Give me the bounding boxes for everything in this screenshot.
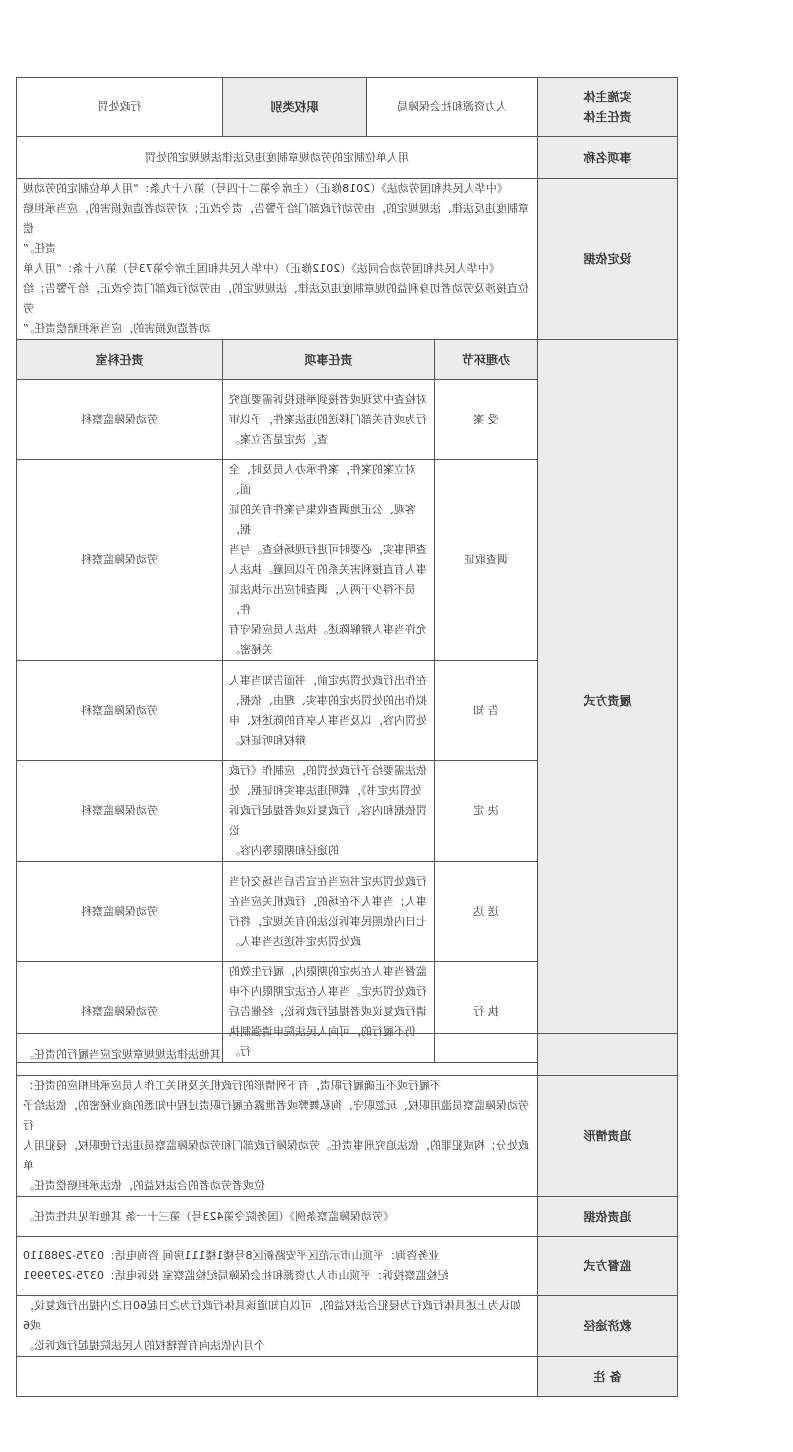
accountability-basis-value: 《劳动保障监察条例》（国务院令第423号）第三十一条 其他详见共性责任。	[17, 1197, 538, 1237]
supervision-value: 业务咨询：平顶山市示范区平安路新区8号楼1楼111房间 咨询电话：0375-2988110 纪检监察投诉：平顶山市人力资源和社会保障局纪检监察室 投诉电话：0375-2979991	[17, 1237, 538, 1296]
duty-dept: 劳动保障监察科	[17, 962, 223, 1063]
implementing-subject-label: 实施主体 责任主体	[538, 78, 678, 137]
accountability-value: 不履行或不正确履行职责，有下列情形的行政机关及相关工作人员应承担相应的责任： 劳动保障监察员滥用职权、玩忽职守、徇私舞弊或者泄露在履行职责过程中知悉的商业秘密的，依法给予行 政处分；构成犯罪的，依法追究刑事责任。劳动保障行政部门和劳动保障监察员违法行使职权，侵犯用人单 位或者劳动者的合法权益的，依法承担赔偿责任。	[17, 1076, 538, 1197]
duty-matter: 在作出行政处罚决定前，书面告知当事人 拟作出的处罚决定的事实、理由、依据、 处罚内容，以及当事人享有的陈述权、申 辩权和听证权。	[223, 661, 435, 761]
subject-row	[17, 78, 678, 137]
accountability-basis-row	[17, 1197, 678, 1237]
header-dept: 责任科室	[17, 340, 223, 380]
duty-dept: 劳动保障监察科	[17, 460, 223, 661]
remedy-label: 救济途径	[538, 1296, 678, 1357]
remarks-label: 备 注	[538, 1357, 678, 1397]
supervision-label: 监督方式	[538, 1237, 678, 1296]
remarks-row	[17, 1357, 678, 1397]
item-name-label: 事项名称	[538, 137, 678, 179]
duty-matter: 对检查中发现或者接到举报投诉需要追究 行为或有关部门移送的违法案件，予以审 查，决定是否立案。	[223, 380, 435, 460]
duty-dept: 劳动保障监察科	[17, 862, 223, 962]
remedy-row	[17, 1296, 678, 1357]
duty-matter: 对立案的案件，案件承办人员及时、全面、 客观、公正地调查收集与案件有关的证据， 查明事实，必要时可进行现场检查。与当 事人有直接利害关系的予以回避。执法人 员不得少于两人，调查时应出示执法证件， 允许当事人辩解陈述。执法人员应保守有 关秘密。	[223, 460, 435, 661]
responsibility-table-2	[16, 1033, 678, 1397]
header-step: 办理环节	[435, 340, 538, 380]
duty-step: 执 行	[435, 962, 538, 1063]
legal-basis-value: 《中华人民共和国劳动法》（2018修正）（主席令第二十四号）第八十九条：“用人单位制定的劳动规 章制度违反法律、法规规定的，由劳动行政部门给予警告，责令改正；对劳动者造成损害的，应当承担赔偿 责任。” 《中华人民共和国劳动合同法》（2012修正）（中华人民共和国主席令第73号）第八十条：“用人单 位直接涉及劳动者切身利益的规章制度违反法律、法规规定的，由劳动行政部门责令改正，给予警告；给劳 动者造成损害的，应当承担赔偿责任。”	[17, 179, 538, 340]
accountability-label: 追责情形	[538, 1076, 678, 1197]
remedy-value: 如认为上述具体行政行为侵犯合法权益的，可以自知道该具体行政行为之日起60日之内提出行政复议，或6 个月内依法向有管辖权的人民法院提起行政诉讼。	[17, 1296, 538, 1357]
legal-basis-label: 设定依据	[538, 179, 678, 340]
duty-matter: 行政处罚决定书应当在宣告后当场交付当 事人；当事人不在场的，行政机关应当在 七日内依照民事诉讼法的有关规定，将行 政处罚决定书送达当事人。	[223, 862, 435, 962]
duty-dept: 劳动保障监察科	[17, 761, 223, 862]
other-duty-row	[17, 1034, 678, 1076]
header-matter: 责任事项	[223, 340, 435, 380]
accountability-row	[17, 1076, 678, 1197]
legal-basis-row	[17, 179, 678, 340]
authority-category-label: 职权类别	[223, 78, 367, 137]
duty-step: 决 定	[435, 761, 538, 862]
duty-step: 送 达	[435, 862, 538, 962]
duty-method-label: 履责方式	[538, 340, 678, 1063]
duty-header-row	[17, 340, 678, 380]
duty-dept: 劳动保障监察科	[17, 661, 223, 761]
item-name-value: 用人单位制定的劳动规章制度违反法律法规规定的处罚	[17, 137, 538, 179]
other-duty-value: 其他法律法规规章规定应当履行的责任。	[17, 1034, 538, 1076]
implementing-subject-value: 人力资源和社会保障局	[367, 78, 538, 137]
duty-step: 告 知	[435, 661, 538, 761]
responsibility-table-1	[16, 77, 678, 1063]
remarks-value	[17, 1357, 538, 1397]
supervision-row	[17, 1237, 678, 1296]
duty-dept: 劳动保障监察科	[17, 380, 223, 460]
duty-matter: 依法需要给予行政处罚的，应制作《行政 处罚决定书》，载明违法事实和证据、处 罚依据和内容、行政复议或者提起行政诉讼 的途径和期限等内容。	[223, 761, 435, 862]
accountability-basis-label: 追责依据	[538, 1197, 678, 1237]
item-name-row	[17, 137, 678, 179]
duty-step: 受 案	[435, 380, 538, 460]
other-duty-label-cell	[538, 1034, 678, 1076]
duty-matter: 监督当事人在决定的期限内，履行生效的 行政处罚决定。当事人在法定期限内不申 请行政复议或者提起行政诉讼，经催告后 仍不履行的，可向人民法院申请强制执行。	[223, 962, 435, 1063]
authority-category-value: 行政处罚	[17, 78, 223, 137]
duty-step: 调查取证	[435, 460, 538, 661]
